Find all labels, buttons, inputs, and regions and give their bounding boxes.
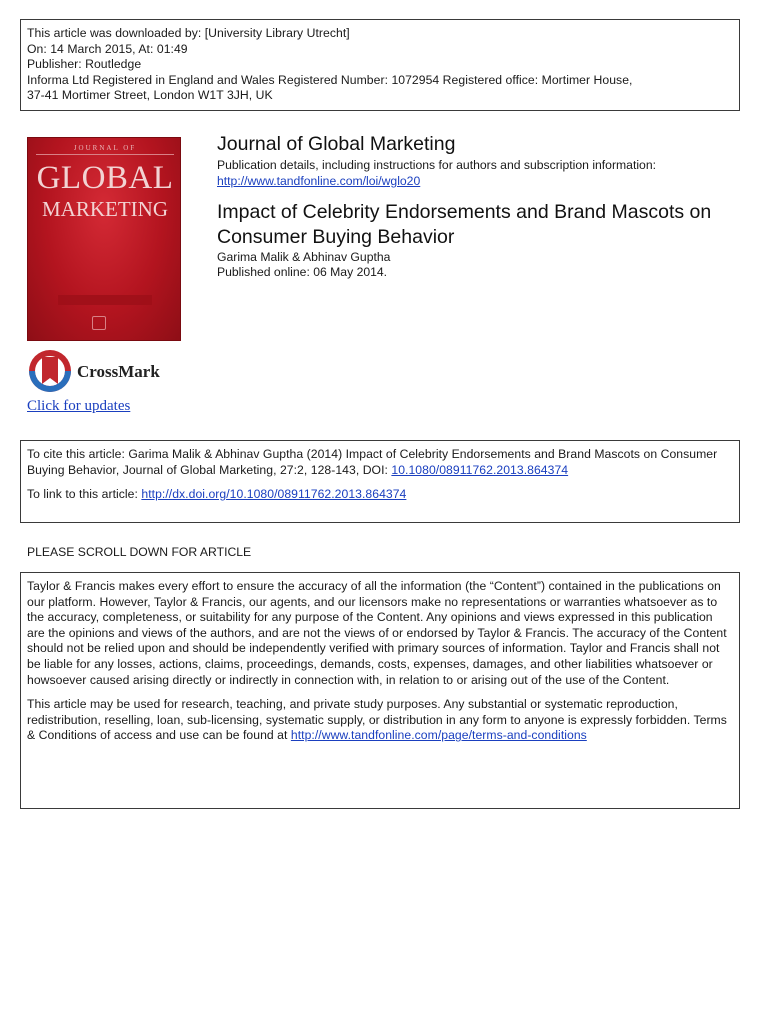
scroll-down-notice: PLEASE SCROLL DOWN FOR ARTICLE	[27, 545, 252, 559]
usage-text: This article may be used for research, teaching, and private study purposes. Any substantial or systematic reproduction, redistribution, reselling, loan, sub-licensing, systematic supply, or distribution in any form to anyone is expressly forbidden. Terms & Conditions of access and use can be found at	[27, 697, 727, 743]
doi-link[interactable]: 10.1080/08911762.2013.864374	[391, 462, 569, 477]
journal-cover-image	[27, 137, 181, 341]
article-title: Impact of Celebrity Endorsements and Brand Mascots on Consumer Buying Behavior	[217, 201, 712, 248]
cover-editor-band	[58, 295, 152, 305]
disclaimer-paragraph: Taylor & Francis makes every effort to ensure the accuracy of all the information (the “Content”) contained in the publications on our platform. However, Taylor & Francis, our agents, and our licensors make no representations or warranties whatsoever as to the accuracy, completeness, or suitability for any purpose of the Content. Any opinions and views expressed in this publication are the opinions and views of the authors, and are not the views of or endorsed by Taylor & Francis. The accuracy of the Content should not be relied upon and should be independently verified with primary sources of information. Taylor and Francis shall not be liable for any losses, actions, claims, proceedings, demands, costs, expenses, damages, and other liabilities whatsoever or howsoever caused arising directly or indirectly in connection with, in relation to or arising out of the use of the Content.	[27, 579, 727, 687]
terms-conditions-link[interactable]: http://www.tandfonline.com/page/terms-and-conditions	[290, 728, 587, 743]
published-online-date: Published online: 06 May 2014.	[217, 265, 388, 279]
registration-line: Informa Ltd Registered in England and Wales Registered Number: 1072954 Registered office: Mortimer House,	[27, 72, 633, 87]
download-date: On: 14 March 2015, At: 01:49	[27, 41, 188, 56]
article-doi-url-link[interactable]: http://dx.doi.org/10.1080/08911762.2013.864374	[141, 487, 407, 502]
publication-details: Publication details, including instructions for authors and subscription information:	[217, 158, 656, 172]
download-line: This article was downloaded by: [University Library Utrecht]	[27, 26, 350, 40]
citation-box	[20, 440, 740, 523]
download-info-box	[20, 19, 740, 111]
article-link-line	[27, 487, 733, 503]
citation-body: To cite this article: Garima Malik & Abhinav Guptha (2014) Impact of Celebrity Endorsements and Brand Mascots on Consumer Buying Behavior, Journal of Global Marketing, 27:2, 128-143, DOI:	[27, 447, 718, 477]
cover-publisher-logo	[92, 316, 106, 330]
address-line: 37-41 Mortimer Street, London W1T 3JH, UK	[27, 88, 273, 103]
crossmark-icon	[27, 348, 73, 394]
link-label: To link to this article:	[27, 487, 142, 502]
cover-journal-of: JOURNAL OF	[36, 144, 174, 155]
cover-global-text: GLOBAL	[36, 160, 174, 196]
cover-marketing-text: MARKETING	[42, 197, 168, 221]
journal-url-link[interactable]: http://www.tandfonline.com/loi/wglo20	[217, 174, 421, 188]
crossmark-badge[interactable]	[27, 348, 167, 396]
journal-title: Journal of Global Marketing	[217, 133, 456, 155]
crossmark-label: CrossMark	[77, 362, 160, 381]
click-for-updates-link[interactable]: Click for updates	[27, 398, 131, 414]
publisher-line: Publisher: Routledge	[27, 57, 142, 72]
terms-box	[20, 572, 740, 809]
citation-text	[27, 447, 733, 478]
article-authors: Garima Malik & Abhinav Guptha	[217, 250, 391, 264]
usage-paragraph	[27, 697, 733, 744]
